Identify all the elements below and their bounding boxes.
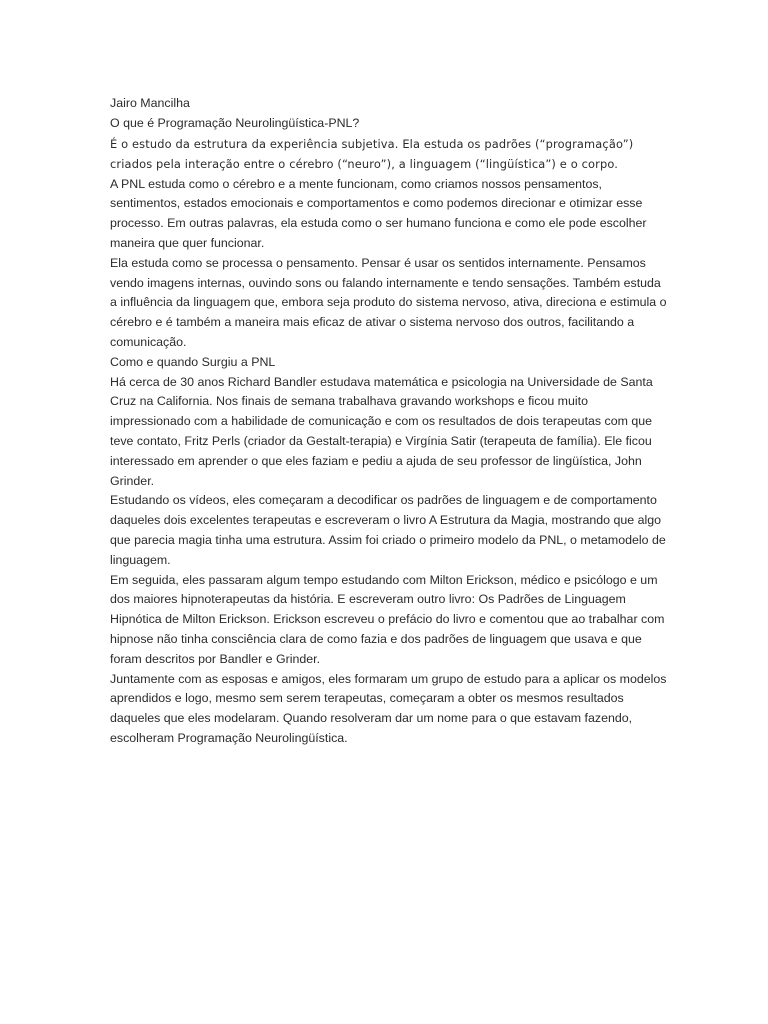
document-page — [110, 94, 670, 749]
paragraph-naming-pnl: Juntamente com as esposas e amigos, eles formaram um grupo de estudo para a aplicar os modelos aprendidos e logo, mesmo sem serem terapeutas, começaram a obter os mesmos resultados daqueles que eles modelaram. Quando resolveram dar um nome para o que estavam fazendo, escolheram Programação Neurolingüística. — [110, 671, 667, 745]
heading-origin: Como e quando Surgiu a PNL — [110, 354, 276, 369]
heading-what-is-pnl: O que é Programação Neurolingüística-PNL? — [110, 115, 360, 130]
paragraph-bandler-history: Há cerca de 30 anos Richard Bandler estudava matemática e psicologia na Universidade de Santa Cruz na California. Nos finais de semana trabalhava gravando workshops e ficou muito impressionado com a habilidade de comunicação e com os resultados de dois terapeutas com que teve contato, Fritz Perls (criador da Gestalt-terapia) e Virgínia Satir (terapeuta de família). Ele ficou interessado em aprender o que eles faziam e pediu a ajuda de seu professor de lingüística, John Grinder. — [110, 374, 653, 488]
paragraph-milton-erickson: Em seguida, eles passaram algum tempo estudando com Milton Erickson, médico e psicólogo e um dos maiores hipnoterapeutas da história. E escreveram outro livro: Os Padrões de Linguagem Hipnótica de Milton Erickson. Erickson escreveu o prefácio do livro e comentou que ao trabalhar com hipnose não tinha consciência clara de como fazia e dos padrões de linguagem que usava e que foram descritos por Bandler e Grinder. — [110, 572, 665, 666]
paragraph-how-brain-works: A PNL estuda como o cérebro e a mente funcionam, como criamos nossos pensamentos, sentimentos, estados emocionais e comportamentos e como podemos direcionar e otimizar esse processo. Em outras palavras, ela estuda como o ser humano funciona e como ele pode escolher maneira que quer funcionar. — [110, 176, 647, 250]
author-name: Jairo Mancilha — [110, 96, 190, 110]
paragraph-thinking-process: Ela estuda como se processa o pensamento. Pensar é usar os sentidos internamente. Pensamos vendo imagens internas, ouvindo sons ou falando internamente e tendo sensações. Também estuda a influência da linguagem que, embora seja produto do sistema nervoso, ativa, direciona e estimula o cérebro e é também a maneira mais eficaz de ativar o sistema nervoso dos outros, facilitando a comunicação. — [110, 255, 667, 349]
definition-paragraph: É o estudo da estrutura da experiência subjetiva. Ela estuda os padrões (“programação”) criados pela interação entre o cérebro (“neuro”), a linguagem (“lingüística”) e o corpo. — [110, 136, 634, 172]
paragraph-structure-of-magic: Estudando os vídeos, eles começaram a decodificar os padrões de linguagem e de comportamento daqueles dois excelentes terapeutas e escreveram o livro A Estrutura da Magia, mostrando que algo que parecia magia tinha uma estrutura. Assim foi criado o primeiro modelo da PNL, o metamodelo de linguagem. — [110, 493, 666, 567]
